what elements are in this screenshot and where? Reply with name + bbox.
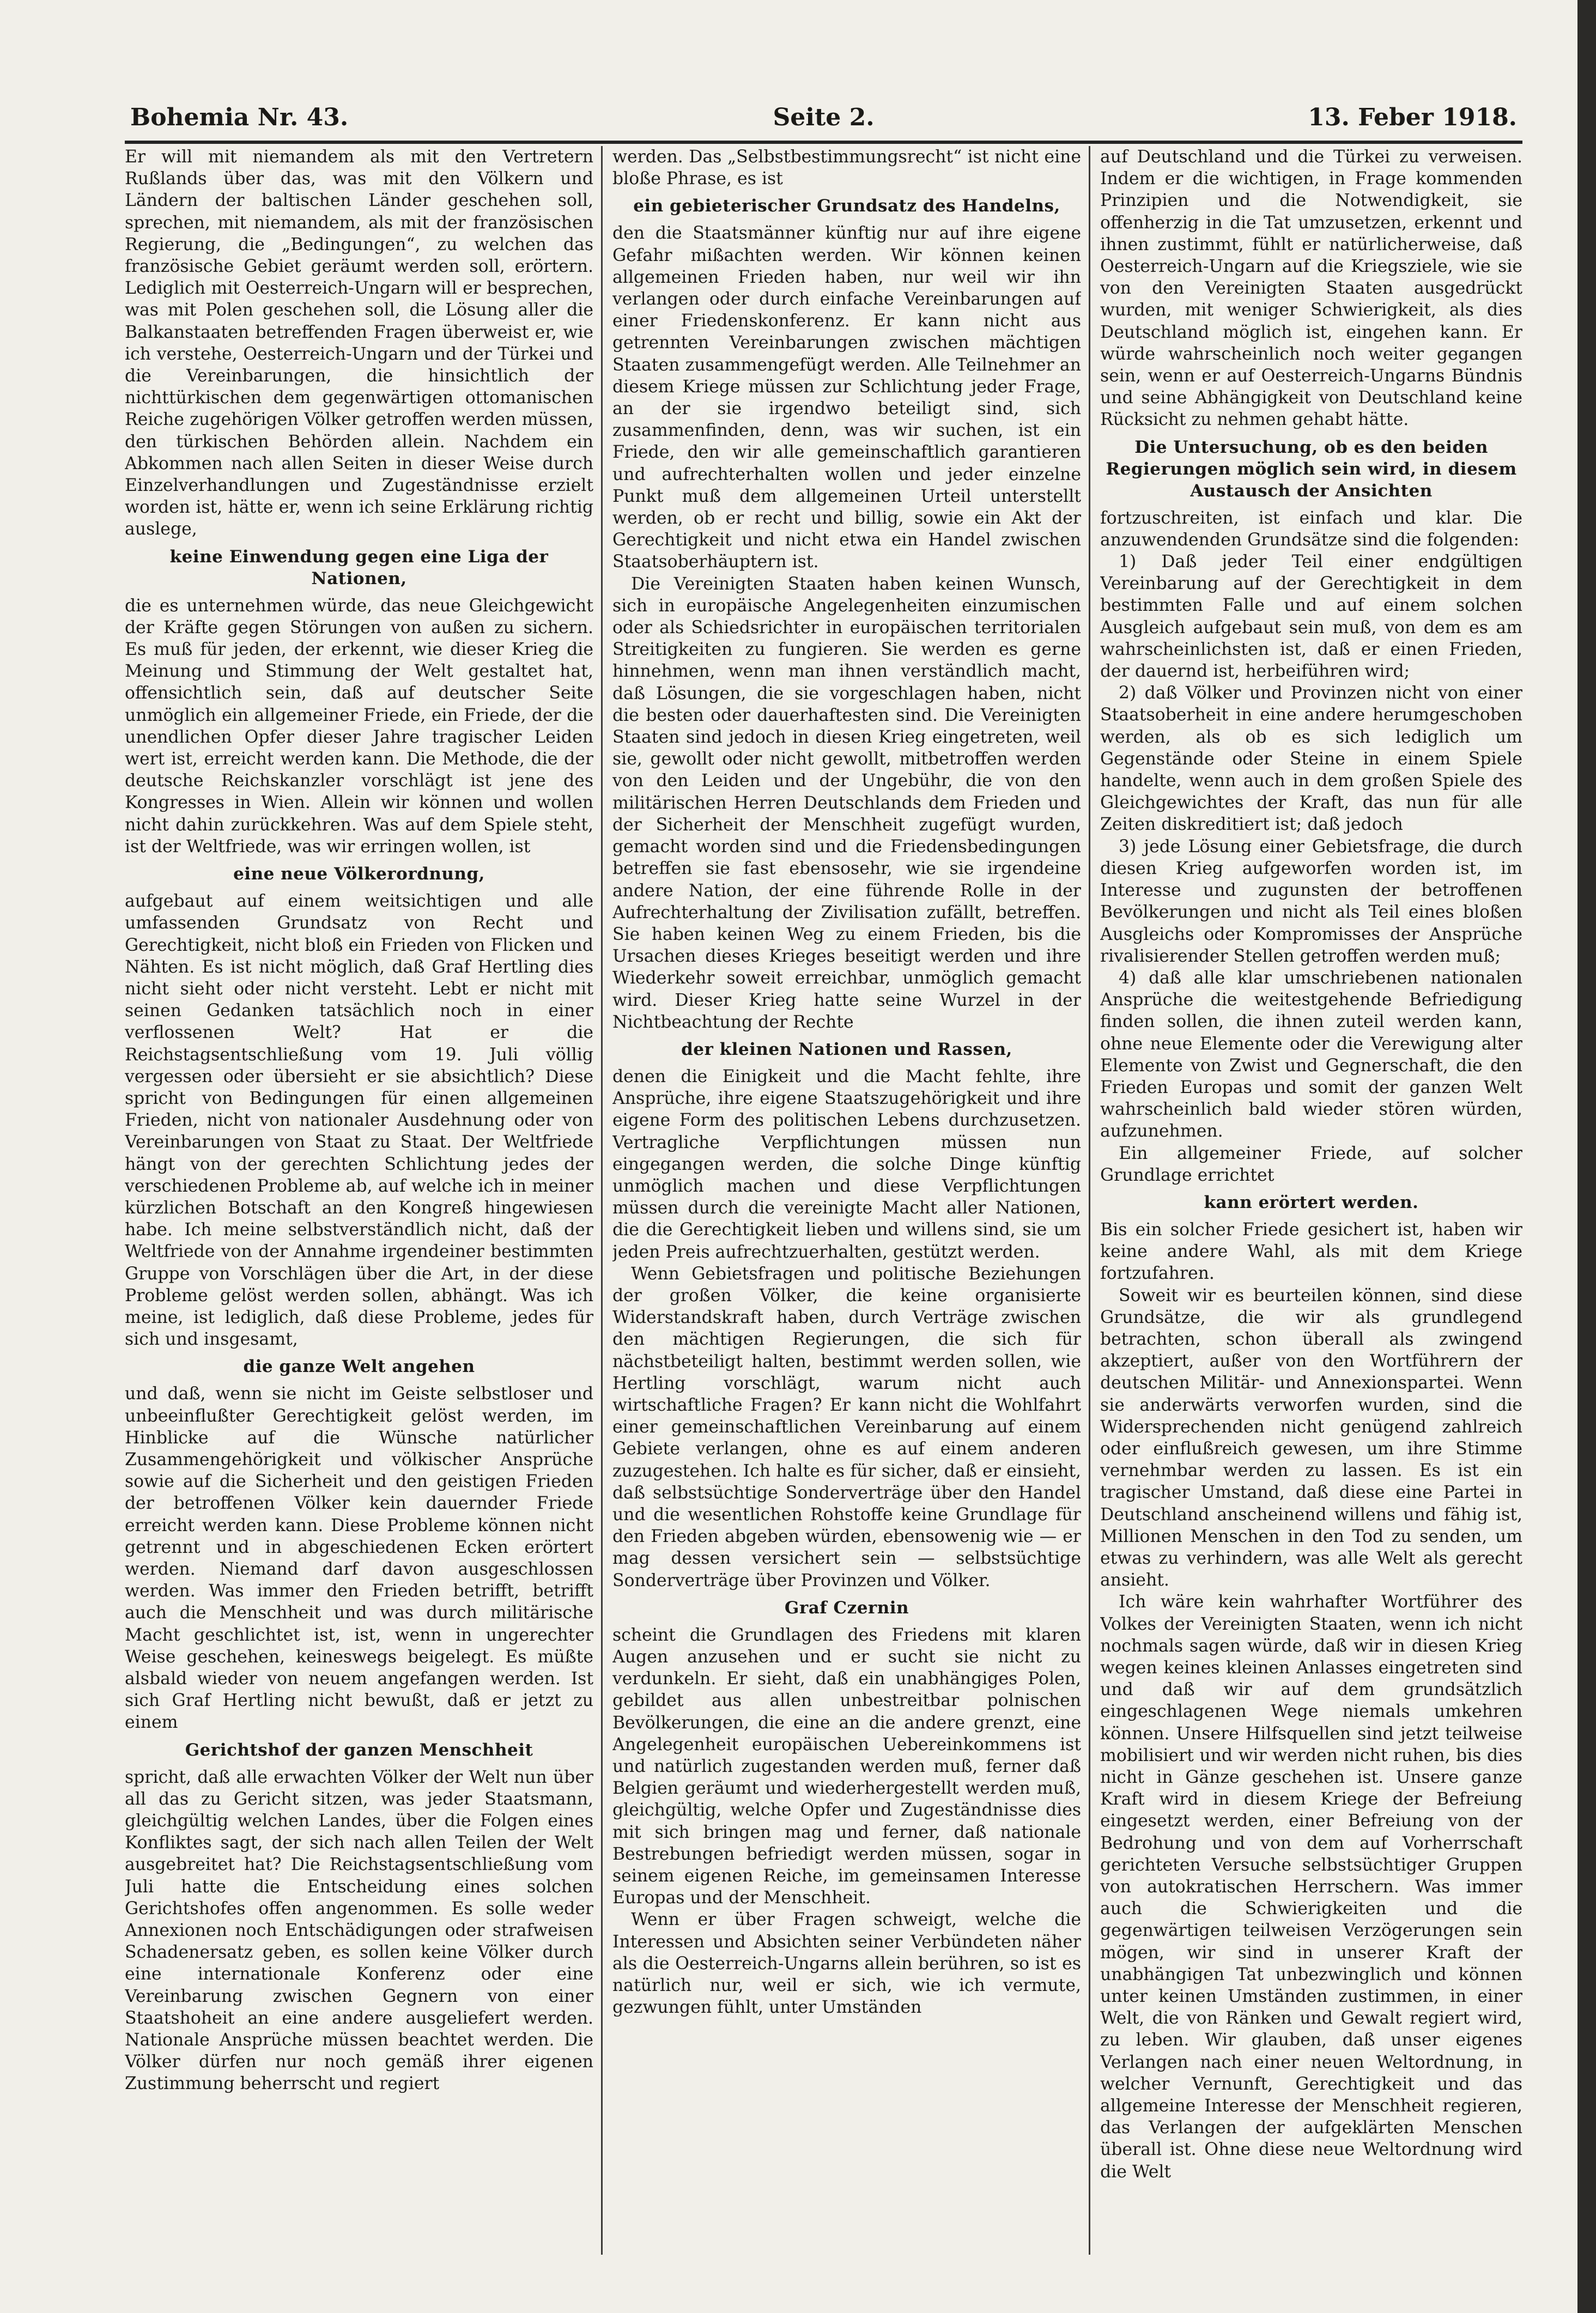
- paragraph: die es unternehmen würde, das neue Gleichgewicht der Kräfte gegen Störungen von außen zu sichern. Es muß für jeden, der erkennt, wie dieser Krieg die Meinung und Stimmung der Welt gestaltet hat, offensichtlich sein, daß auf deutscher Seite unmöglich ein allgemeiner Friede, ein Friede, der die unendlichen Opfer dieser Jahre tragischer Leiden wert ist, erreicht werden kann. Die Methode, die der deutsche Reichskanzler vorschlägt ist jene des Kongresses in Wien. Allein wir können und wollen nicht dahin zurückkehren. Was auf dem Spiele steht, ist der Weltfriede, was wir erringen wollen, ist: [125, 596, 593, 857]
- section-heading: Die Untersuchung, ob es den beiden Regierungen möglich sein wird, in diesem Austausch der Ansichten: [1106, 437, 1517, 501]
- scan-edge: [1577, 0, 1596, 2313]
- paragraph: 1) Daß jeder Teil einer endgültigen Vereinbarung auf der Gerechtigkeit in dem bestimmten Falle und auf einem solchen Ausgleich aufgebaut sein muß, von dem es am wahrscheinlichsten ist, daß er einen Frieden, der dauernd ist, herbeiführen wird;: [1100, 552, 1522, 682]
- paragraph: scheint die Grundlagen des Friedens mit klaren Augen anzusehen und er sucht sie nicht zu verdunkeln. Er sieht, daß ein unabhängiges Polen, gebildet aus allen unbestreitbar polnischen Bevölkerungen, die eine an die andere grenzt, eine Angelegenheit europäischen Uebereinkommens ist und natürlich zugestanden werden muß, ferner daß Belgien geräumt und wiederhergestellt werden muß, gleichgültig, welche Opfer und Zugeständnisse dies mit sich bringen mag und ferner, daß nationale Bestrebungen befriedigt werden müssen, sogar in seinem eigenen Reiche, im gemeinsamen Interesse Europas und der Menschheit.: [612, 1625, 1081, 1908]
- paragraph: auf Deutschland und die Türkei zu verweisen. Indem er die wichtigen, in Frage kommenden Prinzipien und die Notwendigkeit, sie offenherzig in die Tat umzusetzen, erkennt und ihnen zustimmt, fühlt er natürlicherweise, daß Oesterreich-Ungarn auf die Kriegsziele, wie sie von den Vereinigten Staaten ausgedrückt wurden, mit weniger Schwierigkeit, als dies Deutschland möglich ist, eingehen kann. Er würde wahrscheinlich noch weiter gegangen sein, wenn er auf Oesterreich-Ungarns Bündnis und seine Abhängigkeit von Deutschland keine Rücksicht zu nehmen gehabt hätte.: [1100, 147, 1522, 430]
- section-heading: keine Einwendung gegen eine Liga der Nationen,: [169, 547, 549, 588]
- paragraph: 3) jede Lösung einer Gebietsfrage, die durch diesen Krieg aufgeworfen worden ist, im Interesse und zugunsten der betroffenen Bevölkerungen und nicht als Teil eines bloßen Ausgleichs oder Kompromisses der Ansprüche rivalisierender Stellen getroffen werden muß;: [1100, 836, 1522, 966]
- paragraph: 2) daß Völker und Provinzen nicht von einer Staatsoberheit in eine andere herumgeschoben werden, als ob es sich lediglich um Gegenstände oder Steine in einem Spiele handelte, wenn auch in dem großen Spiele des Gleichgewichtes der Kraft, das nun für alle Zeiten diskreditiert ist; daß jedoch: [1100, 683, 1522, 835]
- paragraph: und daß, wenn sie nicht im Geiste selbstloser und unbeeinflußter Gerechtigkeit gelöst werden, im Hinblicke auf die Wünsche natürlicher Zusammengehörigkeit und völkischer Ansprüche sowie auf die Sicherheit und den geistigen Frieden der betroffenen Völker kein dauernder Friede erreicht werden kann. Diese Probleme können nicht getrennt und in abgeschiedenen Ecken erörtert werden. Niemand darf davon ausgeschlossen werden. Was immer den Frieden betrifft, betrifft auch die Menschheit und was durch militärische Macht geschlichtet ist, ist, wenn in ungerechter Weise geschehen, keineswegs beigelegt. Es müßte alsbald wieder von neuem angefangen werden. Ist sich Graf Hertling nicht bewußt, daß er jetzt zu einem: [125, 1384, 593, 1733]
- paragraph: Wenn Gebietsfragen und politische Beziehungen der großen Völker, die keine organisierte Widerstandskraft haben, durch Verträge zwischen den mächtigen Regierungen, die sich für nächstbeteiligt halten, bestimmt werden sollen, wie Hertling vorschlägt, warum nicht auch wirtschaftliche Fragen? Er kann nicht die Wohlfahrt einer gemeinschaftlichen Vereinbarung auf einem Gebiete verlangen, ohne es auf einem anderen zuzugestehen. Ich halte es für sicher, daß er einsieht, daß selbstsüchtige Sonderverträge über den Handel und die wesentlichen Rohstoffe keine Grundlage für den Frieden abgeben würden, ebensowenig wie — er mag dessen versichert sein — selbstsüchtige Sonderverträge über Provinzen und Völker.: [612, 1264, 1081, 1590]
- section-heading: Graf Czernin: [784, 1598, 909, 1618]
- paragraph: Ein allgemeiner Friede, auf solcher Grundlage errichtet: [1100, 1143, 1522, 1185]
- paragraph: den die Staatsmänner künftig nur auf ihre eigene Gefahr mißachten werden. Wir können keinen allgemeinen Frieden haben, nur weil wir ihn verlangen oder durch einfache Vereinbarungen auf einer Friedenskonferenz. Er kann nicht aus getrennten Vereinbarungen zwischen mächtigen Staaten zusammengefügt werden. Alle Teilnehmer an diesem Kriege müssen zur Schlichtung jeder Frage, an der sie irgendwo beteiligt sind, sich zusammenfinden, denn, was wir suchen, ist ein Friede, den wir alle gemeinschaftlich garantieren und aufrechterhalten wollen und jeder einzelne Punkt muß dem allgemeinen Urteil unterstellt werden, ob er recht und billig, sowie ein Akt der Gerechtigkeit und nicht etwa ein Handel zwischen Staatsoberhäuptern ist.: [612, 223, 1081, 572]
- paragraph: aufgebaut auf einem weitsichtigen und alle umfassenden Grundsatz von Recht und Gerechtigkeit, nicht bloß ein Frieden von Flicken und Nähten. Es ist nicht möglich, daß Graf Hertling dies nicht sieht oder nicht versteht. Lebt er nicht mit seinen Gedanken tatsächlich noch in einer verflossenen Welt? Hat er die Reichstagsentschließung vom 19. Juli völlig vergessen oder übersieht er sie absichtlich? Diese spricht von Bedingungen für einen allgemeinen Frieden, nicht von nationaler Ausdehnung oder von Vereinbarungen von Staat zu Staat. Der Weltfriede hängt von der gerechten Schlichtung jedes der verschiedenen Probleme ab, auf welche ich in meiner kürzlichen Botschaft an den Kongreß hingewiesen habe. Ich meine selbstverständlich nicht, daß der Weltfriede von der Annahme irgendeiner bestimmten Gruppe von Vorschlägen über die Art, in der diese Probleme gelöst werden sollen, abhängt. Was ich meine, ist lediglich, daß diese Probleme, jedes für sich und insgesamt,: [125, 891, 593, 1350]
- page-header: [125, 96, 1522, 144]
- paragraph: Er will mit niemandem als mit den Vertretern Rußlands über das, was mit den Völkern und Ländern der baltischen Länder geschehen soll, sprechen, mit niemandem, als mit der französischen Regierung, die „Bedingungen“, zu welchen das französische Gebiet geräumt werden soll, erörtern. Lediglich mit Oesterreich-Ungarn will er besprechen, was mit Polen geschehen soll, die Lösung aller die Balkanstaaten betreffenden Fragen überweist er, wie ich verstehe, Oesterreich-Ungarn und der Türkei und die Vereinbarungen, die hinsichtlich der nichttürkischen dem gegenwärtigen ottomanischen Reiche zugehörigen Völker getroffen werden müssen, den türkischen Behörden allein. Nachdem ein Abkommen nach allen Seiten in dieser Weise durch Einzelverhandlungen und Zugeständnisse erzielt worden ist, hätte er, wenn ich seine Erklärung richtig auslege,: [125, 147, 593, 539]
- section-heading: Gerichtshof der ganzen Menschheit: [185, 1740, 533, 1760]
- column-rule: [1089, 146, 1090, 2255]
- column-rule: [601, 146, 603, 2255]
- header-date: 13. Feber 1918.: [1308, 104, 1517, 131]
- section-heading: ein gebieterischer Grundsatz des Handelns,: [633, 196, 1060, 216]
- column-1: [125, 146, 593, 2255]
- section-heading: eine neue Völkerordnung,: [233, 864, 485, 884]
- paragraph: Bis ein solcher Friede gesichert ist, haben wir keine andere Wahl, als mit dem Kriege fortzufahren.: [1100, 1219, 1522, 1284]
- paragraph: fortzuschreiten, ist einfach und klar. Die anzuwendenden Grundsätze sind die folgenden:: [1100, 508, 1522, 550]
- section-heading: der kleinen Nationen und Rassen,: [681, 1039, 1012, 1059]
- article-columns: [125, 146, 1522, 2255]
- paragraph: 4) daß alle klar umschriebenen nationalen Ansprüche die weitestgehende Befriedigung finden sollen, die ihnen zuteil werden kann, ohne neue Elemente oder die Verewigung alter Elemente von Zwist und Gegnerschaft, die den Frieden Europas und somit der ganzen Welt wahrscheinlich bald wieder stören würden, aufzunehmen.: [1100, 968, 1522, 1142]
- column-2: [612, 146, 1081, 2255]
- paragraph: spricht, daß alle erwachten Völker der Welt nun über all das zu Gericht sitzen, was jeder Staatsmann, gleichgültig welchen Landes, über die Folgen eines Konfliktes sagt, der sich nach allen Teilen der Welt ausgebreitet hat? Die Reichstagsentschließung vom Juli hatte die Entscheidung eines solchen Gerichtshofes offen angenommen. Es solle weder Annexionen noch Entschädigungen oder strafweisen Schadenersatz geben, es sollen keine Völker durch eine internationale Konferenz oder eine Vereinbarung zwischen Gegnern von einer Staatshoheit an eine andere ausgeliefert werden. Nationale Ansprüche müssen beachtet werden. Die Völker dürfen nur noch gemäß ihrer eigenen Zustimmung beherrscht und regiert: [125, 1767, 593, 2094]
- paragraph: Wenn er über Fragen schweigt, welche die Interessen und Absichten seiner Verbündeten näher als die Oesterreich-Ungarns allein berühren, so ist es natürlich nur, weil er sich, wie ich vermute, gezwungen fühlt, unter Umständen: [612, 1910, 1081, 2018]
- paragraph: Die Vereinigten Staaten haben keinen Wunsch, sich in europäische Angelegenheiten einzumischen oder als Schiedsrichter in europäischen territorialen Streitigkeiten zu fungieren. Sie werden es gerne hinnehmen, wenn man ihnen verständlich macht, daß Lösungen, die sie vorgeschlagen haben, nicht die besten oder dauerhaftesten sind. Die Vereinigten Staaten sind jedoch in diesen Krieg eingetreten, weil sie, gewollt oder nicht gewollt, mitbetroffen werden von den Leiden und der Ungebühr, die von den militärischen Herren Deutschlands dem Frieden und der Sicherheit der Menschheit zugefügt wurden, gemacht worden sind und die Friedensbedingungen betreffen sie fast ebensosehr, wie sie irgendeine andere Nation, der eine führende Rolle in der Aufrechterhaltung der Zivilisation zufällt, betreffen. Sie haben keinen Weg zu einem Frieden, bis die Ursachen dieses Krieges beseitigt werden und ihre Wiederkehr soweit erreichbar, unmöglich gemacht wird. Dieser Krieg hatte seine Wurzel in der Nichtbeachtung der Rechte: [612, 574, 1081, 1032]
- paragraph: Soweit wir es beurteilen können, sind diese Grundsätze, die wir als grundlegend betrachten, schon überall als zwingend akzeptiert, außer von den Wortführern der deutschen Militär- und Annexionspartei. Wenn sie anderwärts verworfen wurden, sind die Widersprechenden nicht genügend zahlreich oder einflußreich gewesen, um ihre Stimme vernehmbar werden zu lassen. Es ist ein tragischer Umstand, daß diese eine Partei in Deutschland anscheinend willens und fähig ist, Millionen Menschen in den Tod zu senden, um etwas zu verhindern, was alle Welt als gerecht ansieht.: [1100, 1285, 1522, 1590]
- header-page-number: Seite 2.: [773, 104, 875, 131]
- newspaper-page: [125, 96, 1522, 2256]
- column-3: [1100, 146, 1522, 2255]
- paragraph: Ich wäre kein wahrhafter Wortführer des Volkes der Vereinigten Staaten, wenn ich nicht nochmals sagen würde, daß wir in diesen Krieg wegen keines kleinen Anlasses eingetreten sind und daß wir auf dem grundsätzlich eingeschlagenen Wege niemals umkehren können. Unsere Hilfsquellen sind jetzt teilweise mobilisiert und wir werden nicht ruhen, bis dies nicht in Gänze geschehen ist. Unsere ganze Kraft wird in diesem Kriege der Befreiung eingesetzt werden, einer Befreiung von der Bedrohung und von dem auf Vorherrschaft gerichteten Versuche selbstsüchtiger Gruppen von autokratischen Herrschern. Was immer auch die Schwierigkeiten und die gegenwärtigen teilweisen Verzögerungen sein mögen, wir sind in unserer Kraft der unabhängigen Tat unbezwinglich und können unter keinen Umständen zustimmen, in einer Welt, die von Ränken und Gewalt regiert wird, zu leben. Wir glauben, daß unser eigenes Verlangen nach einer neuen Weltordnung, in welcher Vernunft, Gerechtigkeit und das allgemeine Interesse der Menschheit regieren, das Verlangen der aufgeklärten Menschen überall ist. Ohne diese neue Weltordnung wird die Welt: [1100, 1592, 1522, 2182]
- section-heading: kann erörtert werden.: [1204, 1192, 1419, 1212]
- header-issue: Bohemia Nr. 43.: [130, 104, 349, 131]
- paragraph: werden. Das „Selbstbestimmungsrecht“ ist nicht eine bloße Phrase, es ist: [612, 147, 1081, 189]
- paragraph: denen die Einigkeit und die Macht fehlte, ihre Ansprüche, ihre eigene Staatszugehörigkeit und ihre eigene Form des politischen Lebens durchzusetzen. Vertragliche Verpflichtungen müssen nun eingegangen werden, die solche Dinge künftig unmöglich machen und diese Verpflichtungen müssen durch die vereinigte Macht aller Nationen, die die Gerechtigkeit lieben und willens sind, sie um jeden Preis aufrechtzuerhalten, gestützt werden.: [612, 1066, 1081, 1262]
- section-heading: die ganze Welt angehen: [243, 1357, 475, 1377]
